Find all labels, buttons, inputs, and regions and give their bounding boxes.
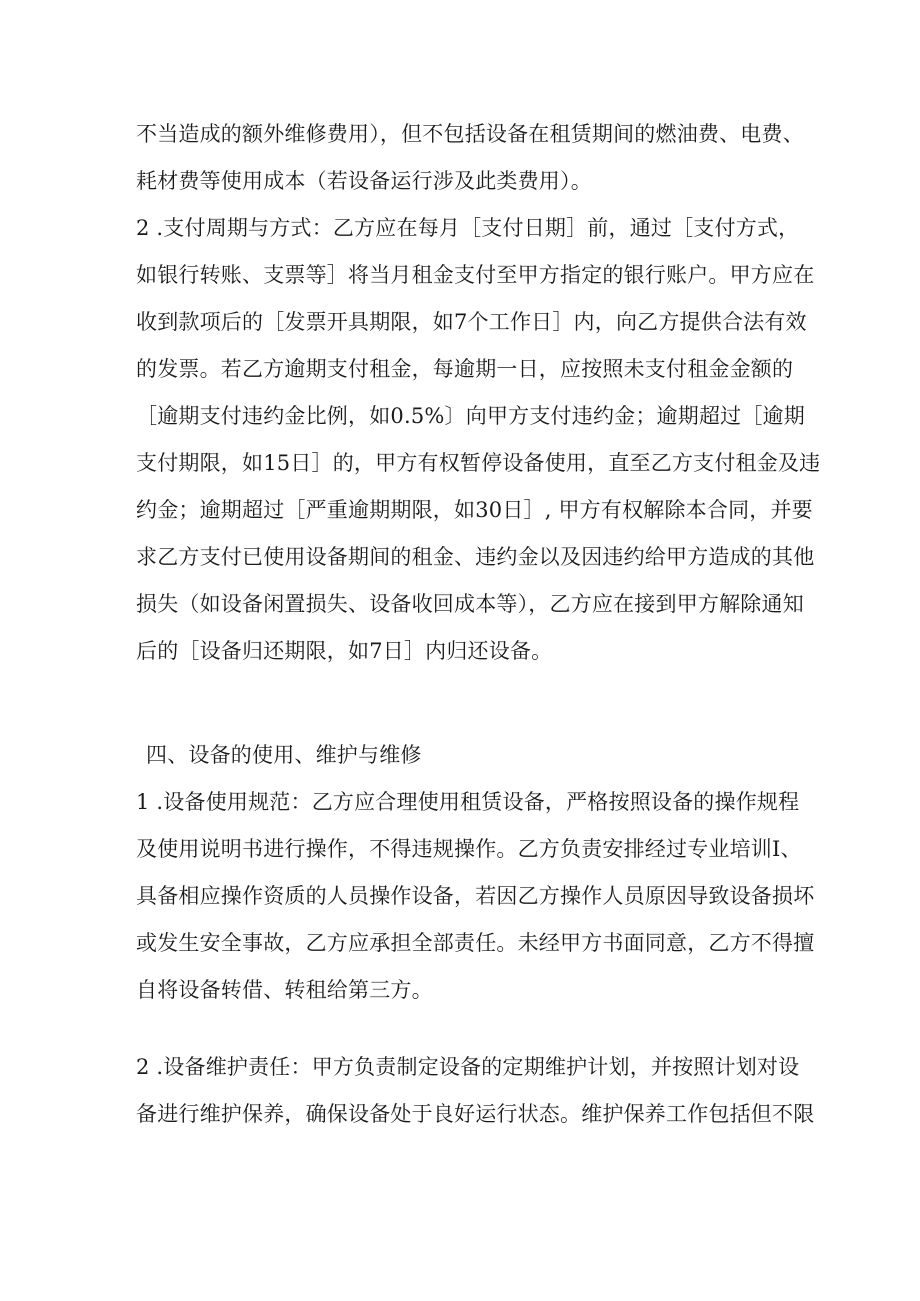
text-line: 约金；逾期超过［严重逾期期限，如30日］, 甲方有权解除本合同，并要 — [136, 498, 813, 522]
text-line: 自将设备转借、转租给第三方。 — [136, 978, 433, 1002]
text-line: 如银行转账、支票等］将当月租金支付至甲方指定的银行账户。甲方应在 — [136, 263, 815, 287]
text-line: 2 .设备维护责任：甲方负责制定设备的定期维护计划，并按照计划对设 — [136, 1055, 800, 1079]
text-line: ［逾期支付违约金比例，如0.5%〕向甲方支付违约金；逾期超过［逾期 — [136, 404, 805, 428]
text-line: 后的［设备归还期限，如7日］内归还设备。 — [136, 639, 553, 663]
text-line: 具备相应操作资质的人员操作设备，若因乙方操作人员原因导致设备损坏 — [136, 884, 815, 908]
text-line: 支付期限，如15日］的，甲方有权暂停设备使用，直至乙方支付租金及违 — [136, 451, 821, 475]
text-line: 备进行维护保养，确保设备处于良好运行状态。维护保养工作包括但不限 — [136, 1102, 815, 1126]
text-line: 耗材费等使用成本（若设备运行涉及此类费用）。 — [136, 169, 592, 193]
text-line: 或发生安全事故，乙方应承担全部责任。未经甲方书面同意，乙方不得擅 — [136, 931, 815, 955]
text-line: 收到款项后的［发票开具期限，如7个工作日］内，向乙方提供合法有效 — [136, 310, 807, 334]
text-line: 2 .支付周期与方式：乙方应在每月［支付日期］前，通过［支付方式， — [136, 216, 800, 240]
text-line: 求乙方支付已使用设备期间的租金、违约金以及因违约给甲方造成的其他 — [136, 545, 815, 569]
text-line: 不当造成的额外维修费用），但不包括设备在租赁期间的燃油费、电费、 — [136, 122, 804, 146]
text-line: 的发票。若乙方逾期支付租金，每逾期一日，应按照未支付租金金额的 — [136, 357, 794, 381]
text-line: 1 .设备使用规范：乙方应合理使用租赁设备，严格按照设备的操作规程 — [136, 790, 800, 814]
section-heading: 四、设备的使用、维护与维修 — [146, 743, 422, 767]
text-line: 及使用说明书进行操作，不得违规操作。乙方负责安排经过专业培训I、 — [136, 837, 802, 861]
text-line: 损失（如设备闲置损失、设备收回成本等），乙方应在接到甲方解除通知 — [136, 592, 804, 616]
